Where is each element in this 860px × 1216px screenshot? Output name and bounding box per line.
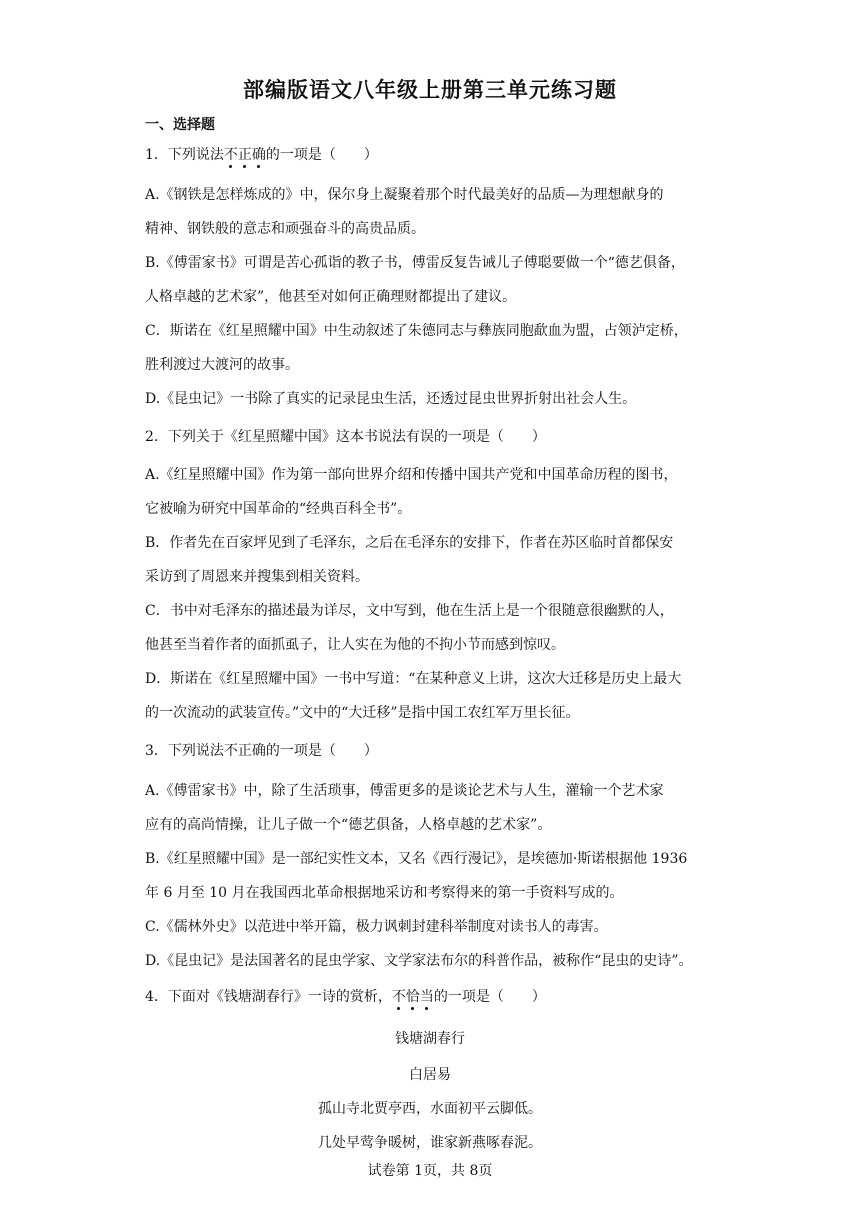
question-3-stem: 3．下列说法不正确的一项是（ ） (145, 743, 378, 759)
q4-emphasis-char: 当 (419, 989, 434, 1005)
q1-emphasis-char: 正 (237, 147, 252, 163)
q4-stem-post: 的一项是（ ） (433, 989, 546, 1005)
q1-stem-pre: 1．下列说法 (145, 147, 224, 163)
q1-option-d-line1: D.《昆虫记》一书除了真实的记录昆虫生活，还透过昆虫世界折射出社会人生。 (145, 391, 637, 407)
q2-option-a-line1: A.《红星照耀中国》作为第一部向世界介绍和传播中国共产党和中国革命历程的图书， (145, 467, 678, 483)
q1-option-c-line2: 胜利渡过大渡河的故事。 (145, 357, 299, 373)
q2-option-c-line1: C．书中对毛泽东的描述最为详尽，文中写到，他在生活上是一个很随意很幽默的人， (145, 603, 674, 619)
q1-option-b-line2: 人格卓越的艺术家”，他甚至对如何正确理财都提出了建议。 (145, 289, 517, 305)
q4-emphasis-char: 恰 (405, 989, 420, 1005)
poem-title: 钱塘湖春行 (395, 1031, 465, 1047)
section-heading: 一、选择题 (145, 117, 215, 133)
q2-option-c-line2: 他甚至当着作者的面抓虱子，让人实在为他的不拘小节而感到惊叹。 (145, 637, 565, 653)
q2-option-d-line1: D．斯诺在《红星照耀中国》一书中写道：“在某种意义上讲，这次大迁移是历史上最大 (145, 671, 682, 687)
q1-option-a-line1: A.《钢铁是怎样炼成的》中，保尔身上凝聚着那个时代最美好的品质—为理想献身的 (145, 187, 664, 203)
poem-line-2: 几处早莺争暖树，谁家新燕啄春泥。 (318, 1135, 542, 1151)
question-4-stem (145, 988, 725, 1006)
q2-option-b-line1: B．作者先在百家坪见到了毛泽东，之后在毛泽东的安排下，作者在苏区临时首都保安 (145, 535, 674, 551)
q4-stem-pre: 4．下面对《钱塘湖春行》一诗的赏析， (145, 989, 392, 1005)
page-title: 部编版语文八年级上册第三单元练习题 (243, 78, 617, 102)
q3-option-c-line1: C.《儒林外史》以范进中举开篇，极力讽刺封建科举制度对读书人的毒害。 (145, 919, 608, 935)
q2-option-b-line2: 采访到了周恩来并搜集到相关资料。 (145, 569, 369, 585)
question-2-stem: 2．下列关于《红星照耀中国》这本书说法有误的一项是（ ） (145, 429, 546, 445)
q3-option-d-line1: D.《昆虫记》是法国著名的昆虫学家、文学家法布尔的科普作品，被称作“昆虫的史诗”。 (145, 953, 693, 969)
q1-emphasis-char: 确 (251, 147, 266, 163)
q1-option-b-line1: B.《傅雷家书》可谓是苦心孤诣的教子书，傅雷反复告诫儿子傅聪要做一个“德艺俱备， (145, 255, 685, 271)
q4-emphasis-char: 不 (391, 989, 406, 1005)
page-footer: 试卷第 1页，共 8页 (367, 1163, 493, 1179)
q3-option-a-line1: A.《傅雷家书》中，除了生活琐事，傅雷更多的是谈论艺术与人生，灌输一个艺术家 (145, 783, 664, 799)
q3-option-a-line2: 应有的高尚情操，让儿子做一个“德艺俱备，人格卓越的艺术家”。 (145, 817, 552, 833)
poem-line-1: 孤山寺北贾亭西，水面初平云脚低。 (318, 1101, 542, 1117)
q1-stem-post: 的一项是（ ） (265, 147, 378, 163)
q1-option-c-line1: C．斯诺在《红星照耀中国》中生动叙述了朱德同志与彝族同胞歃血为盟，占领泸定桥， (145, 323, 688, 339)
question-1-stem (145, 146, 725, 164)
q1-option-a-line2: 精神、钢铁般的意志和顽强奋斗的高贵品质。 (145, 221, 425, 237)
q3-option-b-line1: B.《红星照耀中国》是一部纪实性文本，又名《西行漫记》，是埃德加·斯诺根据他 1936 (145, 851, 688, 867)
q2-option-a-line2: 它被喻为研究中国革命的“经典百科全书”。 (145, 501, 412, 517)
poem-author: 白居易 (409, 1067, 451, 1083)
q2-option-d-line2: 的一次流动的武装宣传。”文中的“大迁移”是指中国工农红军万里长征。 (145, 705, 580, 721)
q3-option-b-line2: 年 6 月至 10 月在我国西北革命根据地采访和考察得来的第一手资料写成的。 (145, 885, 624, 901)
q1-emphasis-char: 不 (223, 147, 238, 163)
